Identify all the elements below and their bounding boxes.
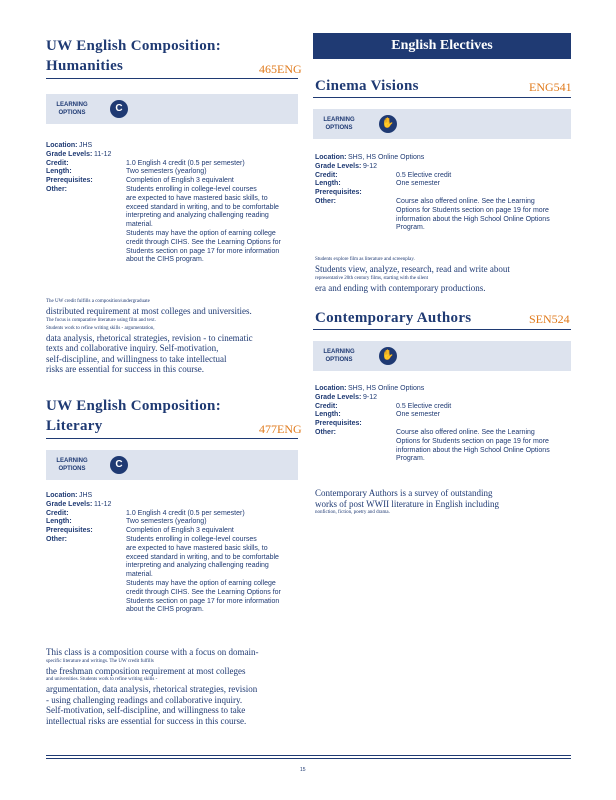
- detail-label: Other:: [46, 536, 67, 543]
- description-line: era and ending with contemporary productions.: [315, 282, 486, 293]
- course-title: Literary: [46, 418, 103, 434]
- learning-options-box: [46, 450, 298, 480]
- course-title: Contemporary Authors: [315, 310, 472, 326]
- detail-value: Two semesters (yearlong): [126, 518, 207, 526]
- description-line: representative 20th century films, starting with the silent: [315, 275, 429, 281]
- learning-options-label: LEARNING OPTIONS: [56, 102, 88, 116]
- detail-value-line: Students may have the option of earning college: [126, 230, 276, 237]
- divider: [313, 97, 571, 98]
- detail-label: Other:: [46, 186, 67, 193]
- learning-options-label: LEARNING OPTIONS: [56, 458, 88, 472]
- detail-value-line: exceed standard in writing, and to be comfortable: [126, 203, 279, 211]
- detail-label: Length:: [46, 168, 72, 176]
- detail-label: Grade Levels:: [315, 393, 362, 401]
- course-code: SEN524: [529, 312, 570, 326]
- detail-value: 0.5 Elective credit: [396, 171, 452, 179]
- course-code: ENG541: [529, 80, 572, 94]
- course-title: Cinema Visions: [315, 78, 419, 94]
- detail-value: Two semesters (yearlong): [126, 168, 207, 176]
- description-line: Self-motivation, self-discipline, and willingness to take: [46, 705, 246, 715]
- page-number: 15: [300, 767, 306, 773]
- detail-value-line: credit through CIHS. See the Learning Options for: [126, 588, 281, 596]
- description-line: intellectual risks are essential for success in this course.: [46, 715, 247, 726]
- detail-value-line: interpreting and analyzing challenging reading: [126, 212, 269, 220]
- learning-options-label: LEARNING OPTIONS: [323, 349, 355, 363]
- divider: [46, 78, 298, 79]
- divider: [313, 329, 571, 330]
- detail-value-line: about the CIHS program.: [126, 606, 204, 614]
- description-line: nonfiction, fiction, poetry and drama.: [315, 510, 390, 515]
- detail-label: Prerequisites:: [46, 527, 93, 535]
- description-line: Students work to refine writing skills - argumentation,: [46, 325, 155, 331]
- learning-options-box: [313, 341, 571, 371]
- learning-options-box: [313, 109, 571, 139]
- detail-label: Prerequisites:: [46, 177, 93, 185]
- online-hand-icon: ✋: [379, 347, 397, 365]
- detail-label: Credit:: [46, 159, 69, 167]
- detail-value: One semester: [396, 411, 440, 419]
- detail-label: Credit:: [315, 402, 338, 410]
- detail-value-line: Students section on page 17 for more information: [126, 247, 280, 255]
- detail-value: Students enrolling in college-level courses: [126, 536, 257, 543]
- detail-value-line: credit through CIHS. See the Learning Options for: [126, 238, 281, 246]
- detail-label: Location:: [315, 385, 347, 392]
- description-line: argumentation, data analysis, rhetorical strategies, revision: [46, 684, 258, 694]
- description-line: Students explore film as literature and screenplay.: [315, 257, 415, 262]
- detail-value: 9-12: [363, 162, 378, 170]
- detail-value-line: about the CIHS program.: [126, 256, 204, 264]
- detail-label: Prerequisites:: [315, 420, 362, 428]
- detail-value: Students enrolling in college-level courses: [126, 186, 257, 193]
- description-line: and universities. Students work to refine writing skills -: [46, 677, 158, 682]
- detail-value-line: Program.: [396, 455, 425, 463]
- learning-options-box: [46, 94, 298, 124]
- detail-label: Prerequisites:: [315, 189, 362, 197]
- detail-value: JHS: [79, 142, 93, 149]
- description-line: data analysis, rhetorical strategies, revision - to cinematic: [46, 332, 253, 343]
- description-line: The UW credit fulfills a composition/undergraduate: [46, 299, 150, 304]
- detail-value-line: material.: [126, 221, 153, 229]
- description-line: This class is a composition course with a focus on domain-: [46, 647, 259, 657]
- detail-value: 11-12: [94, 150, 112, 158]
- detail-value-line: information about the High School Online Options: [396, 215, 550, 223]
- detail-value: One semester: [396, 180, 440, 188]
- detail-value: Completion of English 3 equivalent: [126, 177, 234, 185]
- detail-value-line: information about the High School Online Options: [396, 446, 550, 454]
- detail-value-line: Program.: [396, 224, 425, 232]
- detail-value-line: material.: [126, 571, 153, 579]
- detail-label: Credit:: [315, 171, 338, 179]
- detail-label: Other:: [315, 198, 336, 205]
- divider: [46, 438, 298, 439]
- description-line: - using challenging readings and collaborative inquiry.: [46, 694, 243, 705]
- detail-value: 0.5 Elective credit: [396, 402, 452, 410]
- detail-value-line: are expected to have mastered basic skills, to: [126, 194, 268, 202]
- detail-label: Grade Levels:: [315, 162, 362, 170]
- detail-value-line: Options for Students section on page 19 for more: [396, 437, 549, 445]
- detail-value: Course also offered online. See the Learning: [396, 429, 535, 436]
- description-line: risks are essential for success in this course.: [46, 364, 204, 374]
- detail-value-line: Options for Students section on page 19 for more: [396, 206, 549, 214]
- detail-value: 9-12: [363, 393, 378, 401]
- description-line: the freshman composition requirement at most colleges: [46, 665, 246, 676]
- description-line: The focus is comparative literature using film and text.: [46, 317, 156, 323]
- description-line: works of post WWII literature in English including: [315, 498, 500, 509]
- footer-rule: [46, 755, 571, 756]
- detail-label: Credit:: [46, 509, 69, 517]
- detail-value: SHS, HS Online Options: [348, 385, 425, 392]
- detail-label: Length:: [315, 180, 341, 188]
- online-hand-icon: ✋: [379, 115, 397, 133]
- detail-value: 1.0 English 4 credit (0.5 per semester): [126, 159, 245, 167]
- detail-value: SHS, HS Online Options: [348, 154, 425, 161]
- section-banner: English Electives: [313, 33, 571, 59]
- detail-label: Location:: [315, 154, 347, 161]
- description-line: texts and collaborative inquiry. Self-motivation,: [46, 343, 219, 353]
- detail-value: Completion of English 3 equivalent: [126, 527, 234, 535]
- detail-label: Grade Levels:: [46, 500, 93, 508]
- detail-label: Length:: [315, 411, 341, 419]
- course-title: UW English Composition:: [46, 398, 221, 414]
- detail-label: Length:: [46, 518, 72, 526]
- description-line: specific literature and writings. The UW credit fulfills: [46, 658, 154, 664]
- cihs-icon: C: [110, 456, 128, 474]
- cihs-icon: C: [110, 100, 128, 118]
- detail-value-line: Students section on page 17 for more information: [126, 597, 280, 605]
- detail-label: Location:: [46, 142, 78, 149]
- description-line: distributed requirement at most colleges and universities.: [46, 306, 252, 316]
- course-code: 465ENG: [259, 62, 302, 76]
- detail-label: Other:: [315, 429, 336, 436]
- detail-value: Course also offered online. See the Learning: [396, 198, 535, 205]
- learning-options-label: LEARNING OPTIONS: [323, 117, 355, 131]
- detail-value-line: are expected to have mastered basic skills, to: [126, 544, 268, 552]
- course-title: UW English Composition:: [46, 38, 221, 54]
- description-line: self-discipline, and willingness to take intellectual: [46, 353, 227, 364]
- detail-label: Grade Levels:: [46, 150, 93, 158]
- description-line: Students view, analyze, research, read and write about: [315, 264, 510, 274]
- detail-value: JHS: [79, 492, 93, 499]
- detail-value-line: Students may have the option of earning college: [126, 580, 276, 587]
- course-title: Humanities: [46, 58, 124, 74]
- course-code: 477ENG: [259, 422, 302, 436]
- detail-value: 1.0 English 4 credit (0.5 per semester): [126, 509, 245, 517]
- detail-value-line: exceed standard in writing, and to be comfortable: [126, 553, 279, 561]
- detail-value: 11-12: [94, 500, 112, 508]
- detail-value-line: interpreting and analyzing challenging reading: [126, 562, 269, 570]
- footer-rule: [46, 758, 571, 759]
- description-line: Contemporary Authors is a survey of outstanding: [315, 488, 493, 498]
- detail-label: Location:: [46, 492, 78, 499]
